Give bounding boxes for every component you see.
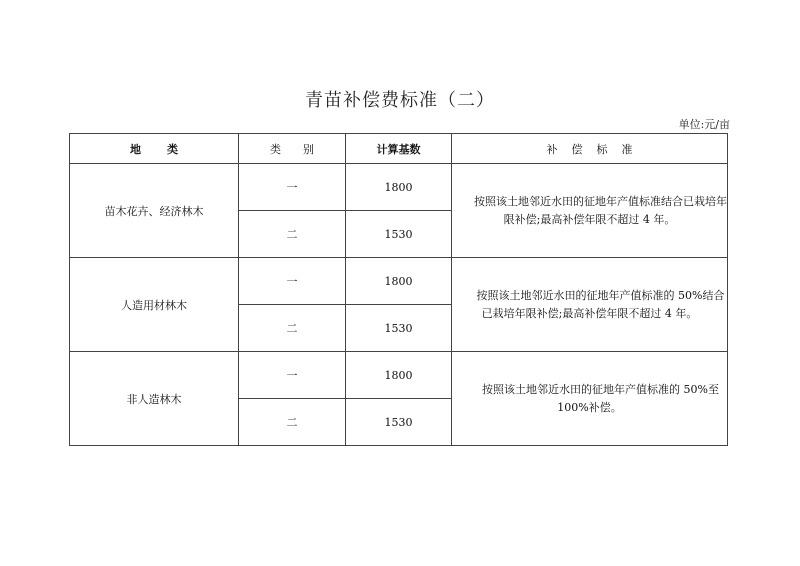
base-cell: 1530 [346, 211, 452, 258]
header-base: 计算基数 [346, 134, 452, 164]
standard-cell: 按照该土地邻近水田的征地年产值标准结合已栽培年限补偿;最高补偿年限不超过 4 年。 [452, 164, 728, 258]
table-row [70, 258, 728, 305]
base-cell: 1800 [346, 352, 452, 399]
category-cell: 二 [239, 399, 346, 446]
base-cell: 1800 [346, 258, 452, 305]
unit-label: 单位:元/亩 [678, 118, 730, 131]
table-row [70, 352, 728, 399]
land-type-cell: 人造用材林木 [70, 258, 239, 352]
land-type-cell: 苗木花卉、经济林木 [70, 164, 239, 258]
table-row [70, 164, 728, 211]
standard-cell: 按照该土地邻近水田的征地年产值标准的 50%结合已栽培年限补偿;最高补偿年限不超过 4 年。 [452, 258, 728, 352]
base-cell: 1800 [346, 164, 452, 211]
category-cell: 一 [239, 352, 346, 399]
land-type-cell: 非人造林木 [70, 352, 239, 446]
page-title: 青苗补偿费标准（二） [305, 90, 495, 111]
compensation-table [69, 133, 728, 446]
header-category: 类别 [239, 134, 346, 164]
header-standard: 补偿标准 [452, 134, 728, 164]
standard-cell: 按照该土地邻近水田的征地年产值标准的 50%至 100%补偿。 [452, 352, 728, 446]
category-cell: 一 [239, 258, 346, 305]
category-cell: 一 [239, 164, 346, 211]
base-cell: 1530 [346, 305, 452, 352]
base-cell: 1530 [346, 399, 452, 446]
table-header-row [70, 134, 728, 164]
category-cell: 二 [239, 211, 346, 258]
header-land-type: 地类 [70, 134, 239, 164]
category-cell: 二 [239, 305, 346, 352]
